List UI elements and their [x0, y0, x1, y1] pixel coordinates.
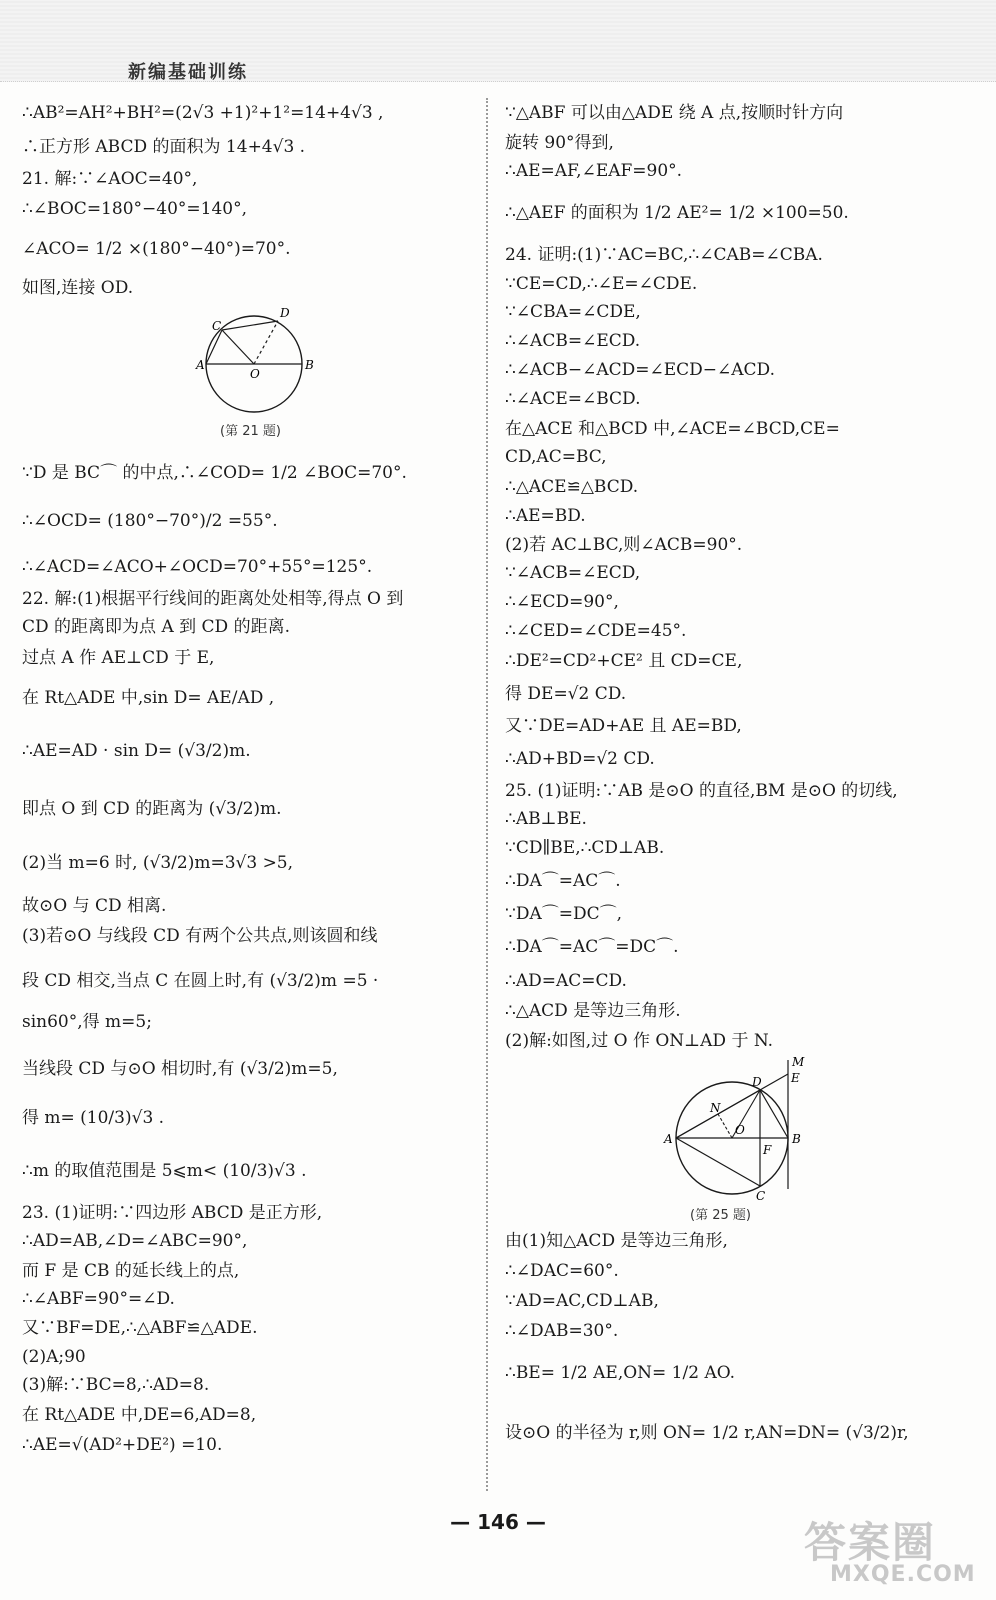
- fig25-label: B: [792, 1132, 801, 1146]
- solution-line: ∵AD=AC,CD⊥AB,: [505, 1291, 659, 1311]
- solution-line: 段 CD 相交,当点 C 在圆上时,有 (√3/2)m =5 ·: [22, 971, 379, 991]
- problem-23-heading: 23. (1)证明:∵四边形 ABCD 是正方形,: [22, 1203, 323, 1223]
- solution-line: ∴∠ECD=90°,: [505, 592, 619, 612]
- solution-line: ∴∠DAB=30°.: [505, 1321, 619, 1341]
- solution-line: ∴∠ABF=90°=∠D.: [22, 1289, 175, 1309]
- watermark-url: MXQE.COM: [830, 1562, 976, 1587]
- fig25-label: D: [752, 1075, 762, 1089]
- solution-line: ∴∠ACB−∠ACD=∠ECD−∠ACD.: [505, 360, 775, 380]
- solution-line: (3)若⊙O 与线段 CD 有两个公共点,则该圆和线: [22, 926, 378, 946]
- solution-line: 又∵BF=DE,∴△ABF≌△ADE.: [22, 1318, 258, 1338]
- page-number: — 146 —: [450, 1510, 546, 1534]
- solution-line: ∴AD+BD=√2 CD.: [505, 749, 655, 769]
- watermark-logo: [790, 1510, 980, 1590]
- solution-line: (2)A;90: [22, 1347, 86, 1367]
- solution-line: 而 F 是 CB 的延长线上的点,: [22, 1261, 240, 1281]
- solution-line: ∴AE=AF,∠EAF=90°.: [505, 161, 683, 181]
- fig21-label: C: [212, 319, 222, 333]
- solution-line: ∵△ABF 可以由△ADE 绕 A 点,按顺时针方向: [505, 103, 844, 123]
- solution-line: ∴AB²=AH²+BH²=(2√3 +1)²+1²=14+4√3 ,: [22, 103, 384, 123]
- solution-line: ∴AE=BD.: [505, 506, 586, 526]
- figure-21: [192, 302, 322, 414]
- fig25-label: E: [791, 1071, 800, 1085]
- solution-line: ∵DA⌒=DC⌒,: [505, 904, 623, 924]
- fig25-label: M: [792, 1055, 805, 1069]
- solution-line: 又∵DE=AD+AE 且 AE=BD,: [505, 716, 742, 736]
- solution-line: 得 m= (10/3)√3 .: [22, 1108, 165, 1128]
- solution-line: ∴AD=AB,∠D=∠ABC=90°,: [22, 1231, 248, 1251]
- solution-line: ∴DE²=CD²+CE² 且 CD=CE,: [505, 651, 743, 671]
- solution-line: 设⊙O 的半径为 r,则 ON= 1/2 r,AN=DN= (√3/2)r,: [505, 1423, 909, 1443]
- solution-line: 在△ACE 和△BCD 中,∠ACE=∠BCD,CE=: [505, 419, 840, 439]
- solution-line: ∴DA⌒=AC⌒.: [505, 871, 621, 891]
- solution-line: ∴∠ACD=∠ACO+∠OCD=70°+55°=125°.: [22, 557, 373, 577]
- solution-line: 故⊙O 与 CD 相离.: [22, 896, 167, 916]
- fig21-label: D: [280, 306, 290, 320]
- solution-line: ∴△ACE≌△BCD.: [505, 477, 639, 497]
- solution-line: 旋转 90°得到,: [505, 133, 614, 153]
- solution-line: sin60°,得 m=5;: [22, 1012, 152, 1032]
- solution-line: ∴∠OCD= (180°−70°)/2 =55°.: [22, 511, 278, 531]
- solution-line: 在 Rt△ADE 中,DE=6,AD=8,: [22, 1405, 257, 1425]
- solution-line: ∴△AEF 的面积为 1/2 AE²= 1/2 ×100=50.: [505, 203, 849, 223]
- solution-line: ∠ACO= 1/2 ×(180°−40°)=70°.: [22, 239, 291, 259]
- solution-line: ∴正方形 ABCD 的面积为 14+4√3 .: [22, 137, 306, 157]
- fig25-label: N: [710, 1101, 721, 1115]
- solution-line: (2)若 AC⊥BC,则∠ACB=90°.: [505, 535, 743, 555]
- fig25-label: A: [664, 1132, 673, 1146]
- fig25-label: O: [735, 1123, 745, 1137]
- solution-line: ∴BE= 1/2 AE,ON= 1/2 AO.: [505, 1363, 736, 1383]
- solution-line: ∵∠ACB=∠ECD,: [505, 563, 641, 583]
- fig21-label: A: [196, 358, 205, 372]
- solution-line: ∴AD=AC=CD.: [505, 971, 627, 991]
- solution-line: 在 Rt△ADE 中,sin D= AE/AD ,: [22, 688, 275, 708]
- solution-line: (2)解:如图,过 O 作 ON⊥AD 于 N.: [505, 1031, 774, 1051]
- solution-line: 即点 O 到 CD 的距离为 (√3/2)m.: [22, 799, 282, 819]
- solution-line: ∵CD∥BE,∴CD⊥AB.: [505, 838, 665, 858]
- book-title: 新编基础训练: [128, 62, 248, 83]
- solution-line: ∵D 是 BC⌒ 的中点,∴∠COD= 1/2 ∠BOC=70°.: [22, 463, 407, 483]
- problem-21-heading: 21. 解:∵∠AOC=40°,: [22, 169, 198, 189]
- solution-line: ∴∠BOC=180°−40°=140°,: [22, 199, 247, 219]
- solution-line: 得 DE=√2 CD.: [505, 684, 627, 704]
- fig25-label: F: [763, 1143, 772, 1157]
- solution-line: ∴DA⌒=AC⌒=DC⌒.: [505, 937, 679, 957]
- solution-line: (2)当 m=6 时, (√3/2)m=3√3 >5,: [22, 853, 294, 873]
- column-divider: [486, 98, 488, 1491]
- figure-25-caption: (第 25 题): [690, 1208, 751, 1223]
- solution-line: ∴∠CED=∠CDE=45°.: [505, 621, 687, 641]
- problem-22-heading: 22. 解:(1)根据平行线间的距离处处相等,得点 O 到: [22, 589, 404, 609]
- solution-line: 如图,连接 OD.: [22, 278, 134, 298]
- problem-25-heading: 25. (1)证明:∵AB 是⊙O 的直径,BM 是⊙O 的切线,: [505, 781, 898, 801]
- solution-line: (3)解:∵BC=8,∴AD=8.: [22, 1375, 210, 1395]
- solution-line: ∴m 的取值范围是 5⩽m< (10/3)√3 .: [22, 1161, 307, 1181]
- watermark-text: 答案圈: [804, 1518, 937, 1567]
- figure-25-diagram: [660, 1054, 810, 1204]
- solution-line: ∴∠DAC=60°.: [505, 1261, 619, 1281]
- figure-21-diagram: [192, 302, 322, 414]
- solution-line: CD,AC=BC,: [505, 447, 607, 467]
- solution-line: ∵∠CBA=∠CDE,: [505, 302, 641, 322]
- solution-line: ∴AE=√(AD²+DE²) =10.: [22, 1435, 223, 1455]
- solution-line: CD 的距离即为点 A 到 CD 的距离.: [22, 617, 290, 637]
- solution-line: ∵CE=CD,∴∠E=∠CDE.: [505, 274, 698, 294]
- fig25-label: C: [756, 1189, 766, 1203]
- solution-line: ∴∠ACE=∠BCD.: [505, 389, 641, 409]
- solution-line: 过点 A 作 AE⊥CD 于 E,: [22, 648, 215, 668]
- solution-line: ∴△ACD 是等边三角形.: [505, 1001, 681, 1021]
- problem-24-heading: 24. 证明:(1)∵AC=BC,∴∠CAB=∠CBA.: [505, 245, 823, 265]
- fig21-label: B: [305, 358, 314, 372]
- solution-line: ∴AB⊥BE.: [505, 809, 587, 829]
- fig21-label: O: [250, 367, 260, 381]
- solution-line: ∴∠ACB=∠ECD.: [505, 331, 641, 351]
- solution-line: 由(1)知△ACD 是等边三角形,: [505, 1231, 728, 1251]
- solution-line: 当线段 CD 与⊙O 相切时,有 (√3/2)m=5,: [22, 1059, 338, 1079]
- figure-25: [660, 1054, 810, 1204]
- header-band: [0, 0, 996, 82]
- solution-line: ∴AE=AD · sin D= (√3/2)m.: [22, 741, 251, 761]
- figure-21-caption: (第 21 题): [220, 424, 281, 439]
